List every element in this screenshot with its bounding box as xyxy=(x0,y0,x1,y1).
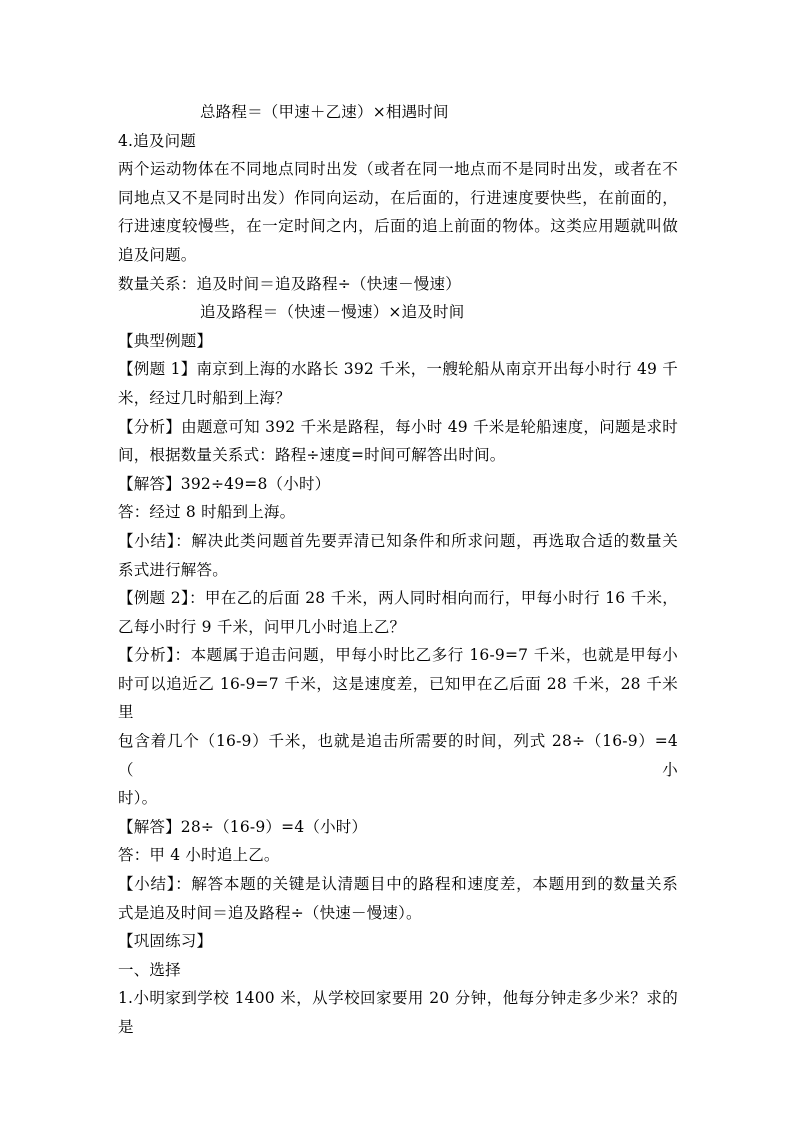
text-line: 包含着几个（16-9）千米，也就是追击所需要的时间，列式 28÷（16-9）=4（小 xyxy=(118,732,678,779)
text-line: 米，经过几时船到上海？ xyxy=(118,388,291,407)
text-line: 追及问题。 xyxy=(118,245,197,264)
text-line: 系式进行解答。 xyxy=(118,560,228,579)
text-line: 【例题 1】南京到上海的水路长 392 千米，一艘轮船从南京开出每小时行 49 千 xyxy=(118,360,678,379)
text-line: 一、选择 xyxy=(118,960,181,979)
text-line: 行进速度较慢些，在一定时间之内，后面的追上前面的物体。这类应用题就叫做 xyxy=(118,217,678,236)
text-line: 数量关系：追及时间＝追及路程÷（快速－慢速） xyxy=(118,274,461,293)
text-line: 总路程＝（甲速＋乙速）×相遇时间 xyxy=(200,103,449,121)
text-line: 时可以追近乙 16-9=7 千米，这是速度差，已知甲在乙后面 28 千米，28 千米里 xyxy=(118,674,678,722)
text-line: 【小结】：解答本题的关键是认清题目中的路程和速度差，本题用到的数量关系 xyxy=(118,875,678,894)
text-line: 乙每小时行 9 千米，问甲几小时追上乙？ xyxy=(118,617,406,636)
text-line: 【解答】28÷（16-9）=4（小时） xyxy=(118,817,368,836)
text-line: 同地点又不是同时出发）作同向运动，在后面的，行进速度要快些，在前面的， xyxy=(118,188,678,207)
text-line: 【例题 2】：甲在乙的后面 28 千米，两人同时相向而行，甲每小时行 16 千米， xyxy=(118,589,678,608)
text-line: 答：甲 4 小时追上乙。 xyxy=(118,846,280,865)
text-line: 追及路程＝（快速－慢速）×追及时间 xyxy=(200,303,465,322)
text-line: 【小结】：解决此类问题首先要弄清已知条件和所求问题，再选取合适的数量关 xyxy=(118,531,678,550)
document-body xyxy=(118,98,678,1042)
text-line: 【分析】由题意可知 392 千米是路程，每小时 49 千米是轮船速度，问题是求时 xyxy=(118,417,678,436)
text-line: 【典型例题】 xyxy=(118,331,213,350)
text-line: 两个运动物体在不同地点同时出发（或者在同一地点而不是同时出发，或者在不 xyxy=(118,160,678,179)
text-line: 1.小明家到学校 1400 米，从学校回家要用 20 分钟，他每分钟走多少米？求的是 xyxy=(118,989,678,1036)
text-line: 【分析】：本题属于追击问题，甲每小时比乙多行 16-9=7 千米，也就是甲每小 xyxy=(118,646,678,665)
text-line: 答：经过 8 时船到上海。 xyxy=(118,503,296,522)
text-line: 时）。 xyxy=(118,789,158,808)
text-line: 间，根据数量关系式：路程÷速度=时间可解答出时间。 xyxy=(118,446,506,465)
text-line: 【解答】392÷49=8（小时） xyxy=(118,474,331,493)
text-line: 式是追及时间＝追及路程÷（快速－慢速）。 xyxy=(118,903,422,922)
text-line: 【巩固练习】 xyxy=(118,932,213,951)
text-line: 4.追及问题 xyxy=(118,131,196,150)
